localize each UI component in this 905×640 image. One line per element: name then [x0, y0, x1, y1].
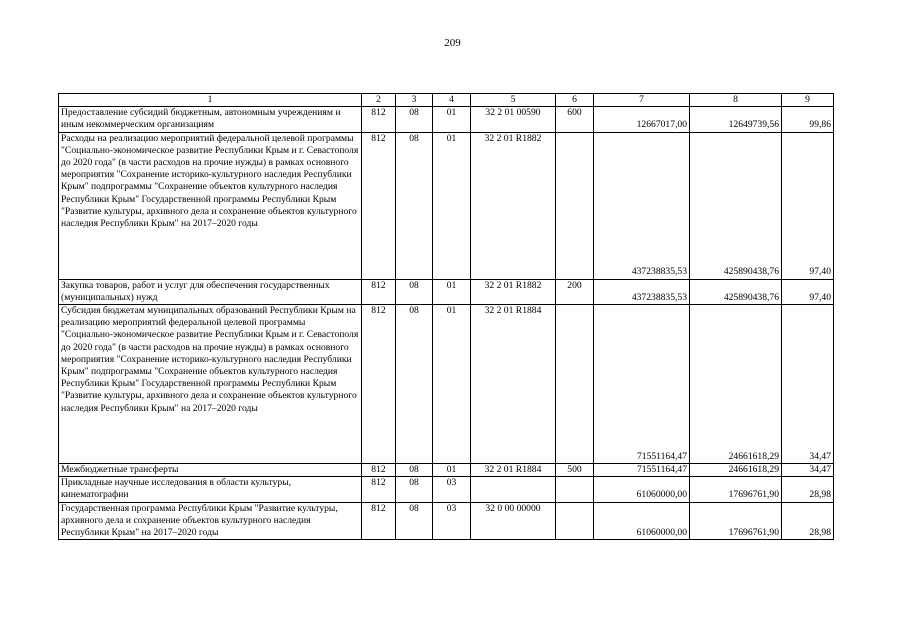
execution-percent: 97,40 — [782, 279, 834, 304]
planned-amount: 61060000,00 — [594, 502, 690, 540]
expense-name: Закупка товаров, работ и услуг для обеспечения государственных (муниципальных) нужд — [59, 279, 362, 304]
column-header: 4 — [433, 94, 471, 107]
planned-amount: 71551164,47 — [594, 305, 690, 464]
ministry-code: 812 — [362, 279, 396, 304]
executed-amount: 12649739,56 — [690, 107, 782, 132]
planned-amount: 437238835,53 — [594, 279, 690, 304]
column-header: 3 — [396, 94, 433, 107]
column-header: 5 — [471, 94, 556, 107]
executed-amount: 17696761,90 — [690, 502, 782, 540]
expense-type-code — [556, 305, 594, 464]
executed-amount: 17696761,90 — [690, 477, 782, 502]
target-article-code: 32 2 01 R1884 — [471, 464, 556, 477]
column-header: 7 — [594, 94, 690, 107]
subsection-code: 01 — [433, 464, 471, 477]
ministry-code: 812 — [362, 305, 396, 464]
expense-type-code: 500 — [556, 464, 594, 477]
expense-type-code — [556, 132, 594, 279]
section-code: 08 — [396, 502, 433, 540]
execution-percent: 28,98 — [782, 502, 834, 540]
subsection-code: 01 — [433, 305, 471, 464]
subsection-code: 03 — [433, 477, 471, 502]
ministry-code: 812 — [362, 464, 396, 477]
expense-name: Расходы на реализацию мероприятий федеральной целевой программы "Социально-экономическое развитие Республики Крым и г. Севастополя до 2020 года" (в части расходов на прочие нужды) в рамках основного мероприятия "Сохранение историко-культурного наследия Республики Крым" подпрограммы "Сохранение объектов культурного наследия Республики Крым" Государственной программы Республики Крым "Развитие культуры, архивного дела и сохранение объектов культурного наследия Республики Крым" на 2017–2020 годы — [59, 132, 362, 279]
section-code: 08 — [396, 464, 433, 477]
target-article-code: 32 2 01 00590 — [471, 107, 556, 132]
expense-type-code — [556, 477, 594, 502]
planned-amount: 71551164,47 — [594, 464, 690, 477]
column-header: 8 — [690, 94, 782, 107]
column-header: 2 — [362, 94, 396, 107]
column-header: 9 — [782, 94, 834, 107]
section-code: 08 — [396, 279, 433, 304]
subsection-code: 03 — [433, 502, 471, 540]
table-row — [59, 477, 834, 502]
target-article-code: 32 2 01 R1882 — [471, 279, 556, 304]
section-code: 08 — [396, 132, 433, 279]
execution-percent: 28,98 — [782, 477, 834, 502]
executed-amount: 425890438,76 — [690, 132, 782, 279]
target-article-code — [471, 477, 556, 502]
table-row — [59, 464, 834, 477]
section-code: 08 — [396, 107, 433, 132]
ministry-code: 812 — [362, 502, 396, 540]
executed-amount: 24661618,29 — [690, 305, 782, 464]
ministry-code: 812 — [362, 107, 396, 132]
expense-type-code: 600 — [556, 107, 594, 132]
target-article-code: 32 2 01 R1884 — [471, 305, 556, 464]
table-row — [59, 132, 834, 279]
table-row — [59, 107, 834, 132]
execution-percent: 97,40 — [782, 132, 834, 279]
expense-name: Государственная программа Республики Крым "Развитие культуры, архивного дела и сохранение объектов культурного наследия Республики Крым" на 2017–2020 годы — [59, 502, 362, 540]
expense-type-code: 200 — [556, 279, 594, 304]
execution-percent: 34,47 — [782, 464, 834, 477]
ministry-code: 812 — [362, 132, 396, 279]
planned-amount: 61060000,00 — [594, 477, 690, 502]
execution-percent: 99,86 — [782, 107, 834, 132]
executed-amount: 24661618,29 — [690, 464, 782, 477]
subsection-code: 01 — [433, 107, 471, 132]
planned-amount: 12667017,00 — [594, 107, 690, 132]
expense-name: Прикладные научные исследования в области культуры, кинематографии — [59, 477, 362, 502]
column-header: 6 — [556, 94, 594, 107]
executed-amount: 425890438,76 — [690, 279, 782, 304]
expense-name: Предоставление субсидий бюджетным, автономным учреждениям и иным некоммерческим организациям — [59, 107, 362, 132]
expense-name: Субсидия бюджетам муниципальных образований Республики Крым на реализацию мероприятий федеральной целевой программы "Социально-экономическое развитие Республики Крым и г. Севастополя до 2020 года" (в части расходов на прочие нужды) в рамках основного мероприятия "Сохранение историко-культурного наследия Республики Крым" подпрограммы "Сохранение объектов культурного наследия Республики Крым" Государственной программы Республики Крым "Развитие культуры, архивного дела и сохранение объектов культурного наследия Республики Крым" на 2017–2020 годы — [59, 305, 362, 464]
section-code: 08 — [396, 477, 433, 502]
column-header: 1 — [59, 94, 362, 107]
budget-table — [58, 93, 834, 540]
target-article-code: 32 2 01 R1882 — [471, 132, 556, 279]
subsection-code: 01 — [433, 132, 471, 279]
table-row — [59, 502, 834, 540]
subsection-code: 01 — [433, 279, 471, 304]
target-article-code: 32 0 00 00000 — [471, 502, 556, 540]
header-row — [59, 94, 834, 107]
ministry-code: 812 — [362, 477, 396, 502]
expense-name: Межбюджетные трансферты — [59, 464, 362, 477]
table-row — [59, 305, 834, 464]
table-row — [59, 279, 834, 304]
page-number: 209 — [444, 37, 461, 49]
execution-percent: 34,47 — [782, 305, 834, 464]
section-code: 08 — [396, 305, 433, 464]
planned-amount: 437238835,53 — [594, 132, 690, 279]
expense-type-code — [556, 502, 594, 540]
